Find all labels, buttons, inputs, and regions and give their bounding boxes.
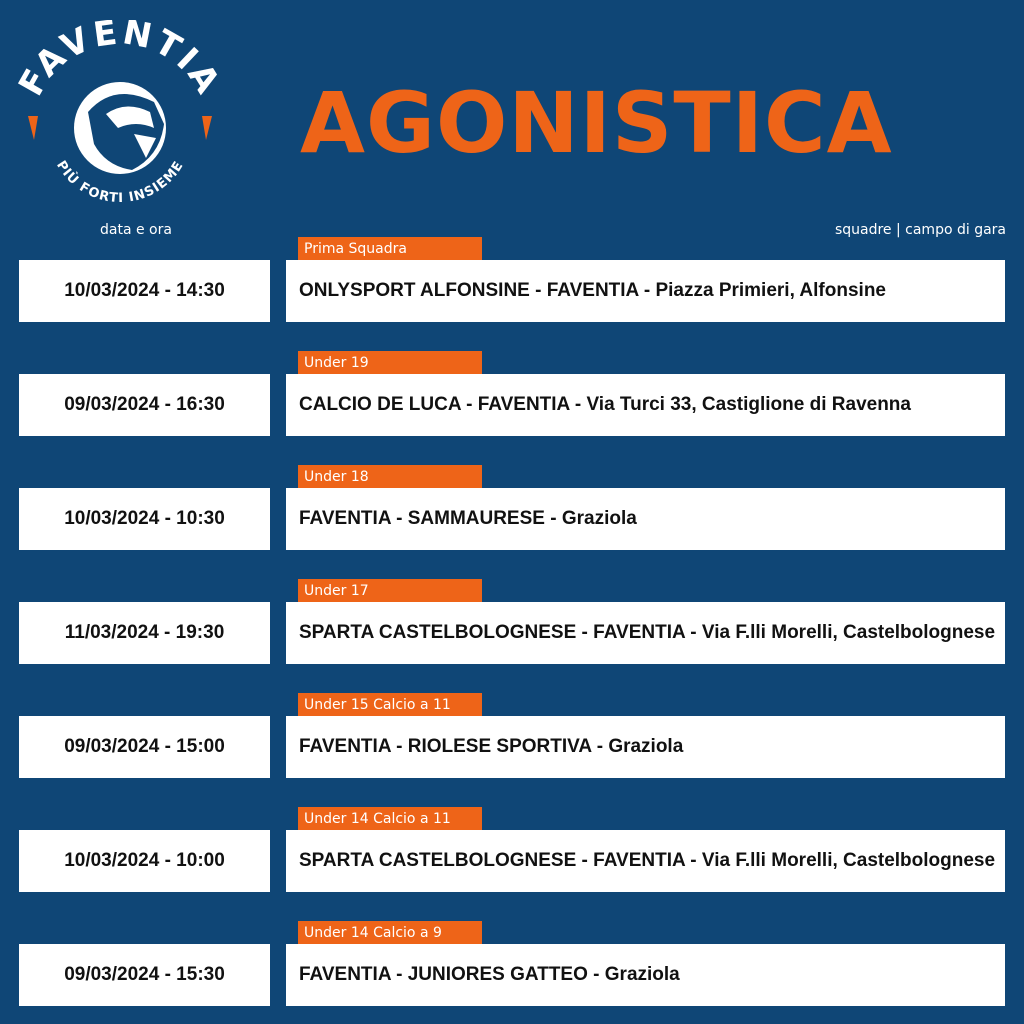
match-venue: Piazza Primieri, Alfonsine: [655, 280, 886, 301]
match-teams: FAVENTIA - SAMMAURESE: [299, 508, 545, 529]
teams-venue-header: squadre | campo di gara: [834, 222, 1006, 238]
match-venue: Via F.lli Morelli, Castelbolognese: [701, 850, 996, 871]
category-tag: Under 19: [298, 351, 482, 375]
match-teams: CALCIO DE LUCA - FAVENTIA: [299, 394, 570, 415]
logo-motto: PIÙ FORTI INSIEME: [53, 158, 187, 207]
match-teams: SPARTA CASTELBOLOGNESE - FAVENTIA: [299, 622, 685, 643]
match-venue: Graziola: [608, 736, 684, 757]
match-separator: -: [638, 280, 656, 301]
match-row: [0, 921, 1024, 1021]
match-row: [0, 465, 1024, 565]
match-separator: -: [587, 964, 605, 985]
category-tag: Under 18: [298, 465, 482, 489]
match-row: [0, 579, 1024, 679]
category-tag: Under 14 Calcio a 9: [298, 921, 482, 945]
match-datetime: 11/03/2024 - 19:30: [19, 602, 270, 664]
match-datetime: 10/03/2024 - 14:30: [19, 260, 270, 322]
category-tag: Under 14 Calcio a 11: [298, 807, 482, 831]
match-separator: -: [591, 736, 609, 757]
match-details: [286, 830, 1005, 892]
match-separator: -: [544, 508, 562, 529]
match-separator: -: [685, 622, 702, 643]
match-venue: Via F.lli Morelli, Castelbolognese: [701, 622, 996, 643]
match-details: [286, 374, 1005, 436]
match-venue: Graziola: [561, 508, 637, 529]
category-tag: Prima Squadra: [298, 237, 482, 261]
match-datetime: 09/03/2024 - 15:30: [19, 944, 270, 1006]
match-datetime: 09/03/2024 - 15:00: [19, 716, 270, 778]
match-datetime: 10/03/2024 - 10:30: [19, 488, 270, 550]
match-teams: ONLYSPORT ALFONSINE - FAVENTIA: [299, 280, 639, 301]
category-tag: Under 15 Calcio a 11: [298, 693, 482, 717]
match-details: [286, 944, 1005, 1006]
match-teams: SPARTA CASTELBOLOGNESE - FAVENTIA: [299, 850, 685, 871]
match-details: [286, 488, 1005, 550]
match-datetime: 10/03/2024 - 10:00: [19, 830, 270, 892]
match-separator: -: [685, 850, 702, 871]
date-time-header: data e ora: [100, 222, 172, 238]
match-separator: -: [569, 394, 587, 415]
match-details: [286, 716, 1005, 778]
match-teams: FAVENTIA - JUNIORES GATTEO: [299, 964, 588, 985]
match-row: [0, 237, 1024, 337]
match-row: [0, 693, 1024, 793]
page-title: AGONISTICA: [300, 74, 893, 172]
match-teams: FAVENTIA - RIOLESE SPORTIVA: [299, 736, 592, 757]
match-details: [286, 260, 1005, 322]
category-tag: Under 17: [298, 579, 482, 603]
match-row: [0, 351, 1024, 451]
logo-wordmark: FAVENTIA: [14, 20, 224, 103]
club-logo: [14, 20, 224, 210]
match-details: [286, 602, 1005, 664]
match-venue: Via Turci 33, Castiglione di Ravenna: [586, 394, 911, 415]
match-row: [0, 807, 1024, 907]
match-venue: Graziola: [604, 964, 680, 985]
lion-logo-icon: [14, 20, 224, 210]
match-datetime: 09/03/2024 - 16:30: [19, 374, 270, 436]
